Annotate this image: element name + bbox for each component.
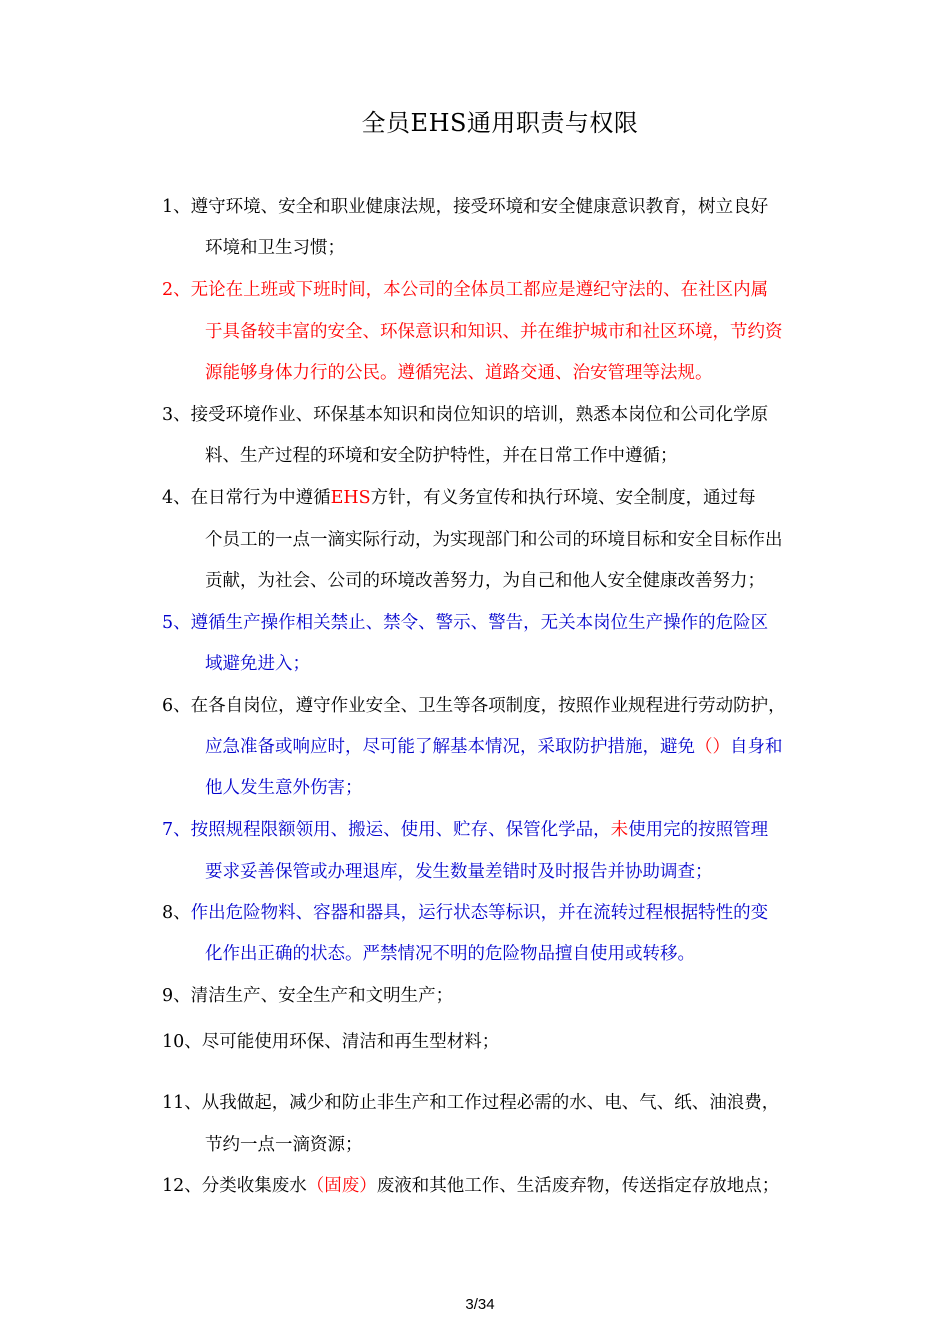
list-item-line [205, 320, 783, 344]
list-item-number: 12、 [162, 1176, 202, 1196]
list-item-text: EHS [330, 488, 371, 508]
list-item-line [205, 735, 783, 759]
list-item-number: 9、 [162, 986, 191, 1006]
list-item-text: 域避免进入； [205, 654, 310, 674]
list-item-number: 8、 [162, 903, 191, 923]
list-item-text: 清洁生产、安全生产和文明生产； [190, 986, 454, 1006]
list-item-line [205, 444, 678, 468]
list-item-text: 使用完的按照管理 [628, 820, 769, 840]
list-item-line [162, 1174, 779, 1198]
list-item-number: 6、 [162, 696, 191, 716]
list-item-text: 按照规程限额领用、搬运、使用、贮存、保管化学品， [190, 820, 611, 840]
list-item-text: 尽可能使用环保、清洁和再生型材料； [201, 1032, 500, 1052]
list-item-text: 自身和 [730, 737, 783, 757]
list-item-text: （固废） [306, 1176, 377, 1196]
list-item-text: （） [695, 737, 730, 757]
list-item-text: 分类收集废水 [201, 1176, 307, 1196]
list-item-text: 要求妥善保管或办理退库，发生数量差错时及时报告并协助调查； [205, 862, 713, 882]
list-item-number: 4、 [162, 488, 191, 508]
list-item-text: 他人发生意外伤害； [205, 778, 363, 798]
list-item-text: 化作出正确的状态。严禁情况不明的危险物品擅自使用或转移。 [205, 944, 695, 964]
list-item-text: 环境和卫生习惯； [205, 238, 345, 258]
list-item-text: 贡献，为社会、公司的环境改善努力，为自己和他人安全健康改善努力； [205, 571, 765, 591]
list-item-line [205, 528, 783, 552]
list-item-number: 11、 [162, 1093, 202, 1113]
list-item-line [162, 984, 453, 1008]
list-item-line [205, 569, 765, 593]
list-item-line [162, 403, 768, 427]
list-item-number: 3、 [162, 405, 191, 425]
list-item-text: 遵守环境、安全和职业健康法规，接受环境和安全健康意识教育，树立良好 [190, 197, 769, 217]
list-item-text: 未 [610, 820, 629, 840]
list-item-number: 2、 [162, 280, 191, 300]
list-item-text: 于具备较丰富的安全、环保意识和知识、并在维护城市和社区环境，节约资 [205, 322, 783, 342]
list-item-number: 1、 [162, 197, 191, 217]
list-item-line [162, 694, 786, 718]
list-item-line [162, 486, 756, 510]
list-item-line [162, 195, 768, 219]
list-item-text: 遵循生产操作相关禁止、禁令、警示、警告，无关本岗位生产操作的危险区 [190, 613, 769, 633]
list-item-number: 10、 [162, 1032, 202, 1052]
list-item-text: 从我做起，减少和防止非生产和工作过程必需的水、电、气、纸、油浪费， [201, 1093, 780, 1113]
list-item-text: 应急准备或响应时，尽可能了解基本情况，采取防护措施，避免 [205, 737, 695, 757]
list-item-text: 节约一点一滴资源； [205, 1135, 363, 1155]
list-item-line [162, 1091, 779, 1115]
list-item-line [162, 278, 768, 302]
list-item-line [162, 818, 768, 842]
list-item-line [205, 776, 363, 800]
list-item-text: 个员工的一点一滴实际行动，为实现部门和公司的环境目标和安全目标作出 [205, 530, 783, 550]
list-item-line [162, 901, 768, 925]
page-number: 3/34 [465, 1296, 495, 1313]
page-title: 全员EHS通用职责与权限 [361, 109, 639, 137]
list-item-text: 废液和其他工作、生活废弃物，传送指定存放地点； [376, 1176, 780, 1196]
list-item-text: 在各自岗位，遵守作业安全、卫生等各项制度，按照作业规程进行劳动防护， [190, 696, 786, 716]
list-item-text: 源能够身体力行的公民。遵循宪法、道路交通、治安管理等法规。 [205, 363, 713, 383]
list-item-text: 料、生产过程的环境和安全防护特性，并在日常工作中遵循； [205, 446, 678, 466]
list-item-line [205, 1133, 363, 1157]
list-item-line [205, 942, 695, 966]
list-item-line [162, 611, 768, 635]
list-item-line [162, 1030, 499, 1054]
list-item-text: 在日常行为中遵循 [190, 488, 331, 508]
list-item-number: 7、 [162, 820, 191, 840]
list-item-text: 作出危险物料、容器和器具，运行状态等标识，并在流转过程根据特性的变 [190, 903, 769, 923]
list-item-line [205, 361, 713, 385]
list-item-line [205, 236, 345, 260]
list-item-text: 接受环境作业、环保基本知识和岗位知识的培训，熟悉本岗位和公司化学原 [190, 405, 769, 425]
list-item-text: 无论在上班或下班时间，本公司的全体员工都应是遵纪守法的、在社区内属 [190, 280, 769, 300]
list-item-number: 5、 [162, 613, 191, 633]
list-item-line [205, 652, 310, 676]
list-item-line [205, 860, 713, 884]
list-item-text: 方针，有义务宣传和执行环境、安全制度，通过每 [370, 488, 756, 508]
